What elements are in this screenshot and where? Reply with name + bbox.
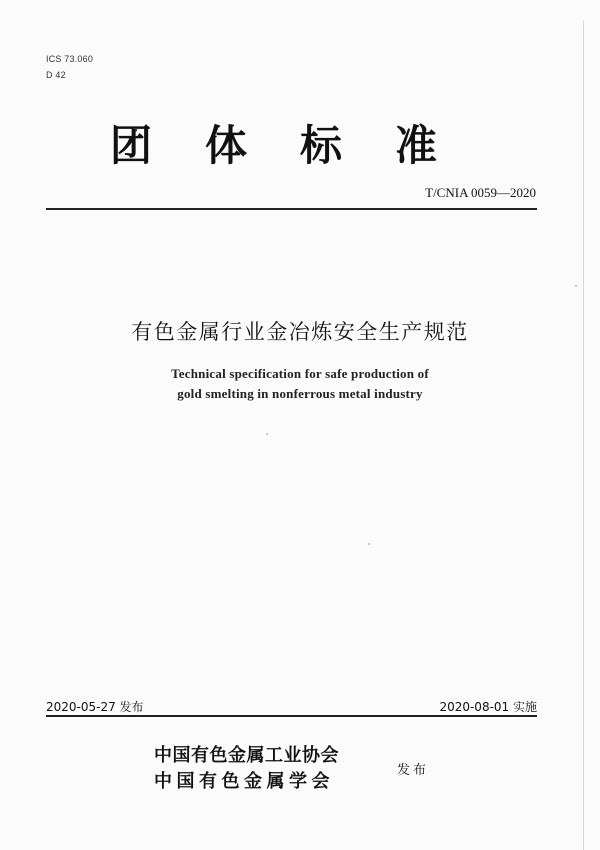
chinese-title: 有色金属行业金冶炼安全生产规范 <box>131 320 469 344</box>
issuing-organization-1: 中国有色金属工业协会 <box>154 745 339 766</box>
header-divider <box>46 208 537 210</box>
scan-speck <box>266 433 268 435</box>
effective-date: 2020-08-01 实施 <box>439 700 537 714</box>
page-edge-line <box>583 20 584 850</box>
issuing-organization-2: 中国有色金属学会 <box>154 771 334 792</box>
scan-speck <box>575 285 577 287</box>
standard-number: T/CNIA 0059—2020 <box>425 185 536 200</box>
footer-divider <box>46 715 537 717</box>
ics-code: ICS 73.060 <box>46 54 94 64</box>
publication-date: 2020-05-27 发布 <box>46 700 144 714</box>
issued-label: 发布 <box>397 763 430 778</box>
standard-type-heading: 团体标准 <box>110 121 491 170</box>
scan-speck <box>368 543 370 545</box>
ccs-code: D 42 <box>46 70 66 80</box>
english-title-line-1: Technical specification for safe production of <box>171 366 429 381</box>
english-title-line-2: gold smelting in nonferrous metal industry <box>177 386 423 401</box>
